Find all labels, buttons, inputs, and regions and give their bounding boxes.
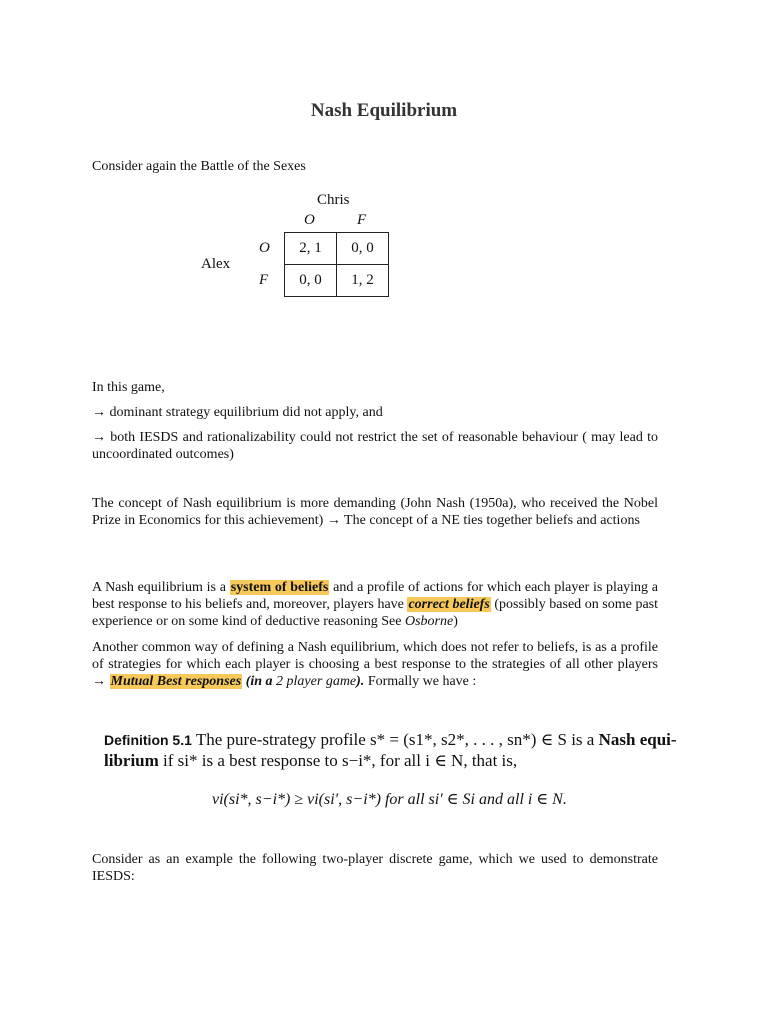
text-span: Another common way of defining a Nash equilibrium, which does not refer to beliefs, is as a profile of strategies for which each player is choosing a best response to the strategies of all other players → bbox=[92, 640, 658, 689]
text-span: (in a bbox=[242, 674, 277, 689]
example-paragraph: Consider as an example the following two-player discrete game, which we used to demonstrate IESDS: bbox=[92, 852, 658, 884]
text-span: A Nash equilibrium is a bbox=[92, 580, 230, 595]
payoff-cell: 0, 0 bbox=[285, 265, 337, 297]
row-player-label: Alex bbox=[201, 256, 231, 272]
definition-term: Nash equi- bbox=[598, 730, 677, 749]
table-row bbox=[285, 265, 389, 297]
definition-label: Definition 5.1 bbox=[104, 732, 192, 748]
text-span: ) bbox=[453, 614, 458, 629]
column-header-o: O bbox=[304, 212, 315, 228]
row-header-o: O bbox=[259, 240, 270, 256]
bullet-dominant: → dominant strategy equilibrium did not apply, and bbox=[92, 405, 383, 420]
payoff-cell: 2, 1 bbox=[285, 233, 337, 265]
definition-formula: vi(si*, s−i*) ≥ vi(si′, s−i*) for all si′ ∈ Si and all i ∈ N. bbox=[212, 791, 567, 808]
payoff-cell: 1, 2 bbox=[337, 265, 389, 297]
bullet-iesds: → both IESDS and rationalizability could not restrict the set of reasonable behaviour ( may lead to uncoordinated outcomes) bbox=[92, 430, 658, 462]
beliefs-paragraph bbox=[92, 579, 658, 630]
payoff-table bbox=[284, 232, 389, 297]
definition-line-1 bbox=[104, 730, 677, 750]
mutual-paragraph bbox=[92, 639, 658, 690]
definition-term-cont: librium bbox=[104, 751, 159, 770]
text-span: (possibly based on some past experience or on some kind of deductive reasoning See bbox=[92, 597, 658, 629]
column-header-f: F bbox=[357, 212, 367, 228]
column-player-label: Chris bbox=[317, 192, 350, 208]
citation-osborne: Osborne bbox=[404, 614, 454, 629]
definition-text: if si* is a best response to s−i*, for all i ∈ N, that is, bbox=[158, 751, 518, 770]
game-intro-line: In this game, bbox=[92, 380, 165, 395]
highlight-correct-beliefs: correct beliefs bbox=[408, 597, 490, 612]
text-span: 2 player game bbox=[276, 674, 357, 689]
text-span: Formally we have : bbox=[364, 674, 477, 689]
intro-text: Consider again the Battle of the Sexes bbox=[92, 159, 306, 174]
definition-line-2 bbox=[104, 751, 517, 771]
highlight-mutual-best-responses: Mutual Best responses bbox=[110, 674, 242, 689]
text-span: ). bbox=[356, 674, 365, 689]
row-header-f: F bbox=[259, 272, 269, 288]
definition-text: The pure-strategy profile s* = (s1*, s2*, . . . , sn*) ∈ S is a bbox=[195, 730, 599, 749]
payoff-cell: 0, 0 bbox=[337, 233, 389, 265]
concept-paragraph: The concept of Nash equilibrium is more demanding (John Nash (1950a), who received the Nobel Prize in Economics for this achievement) → The concept of a NE ties together beliefs and actions bbox=[92, 496, 658, 528]
highlight-system-of-beliefs: system of beliefs bbox=[230, 580, 329, 595]
table-row bbox=[285, 233, 389, 265]
page-title: Nash Equilibrium bbox=[310, 100, 458, 121]
text-span: and a profile of actions for which each player is playing a best response to his beliefs and, moreover, players have bbox=[92, 580, 658, 612]
